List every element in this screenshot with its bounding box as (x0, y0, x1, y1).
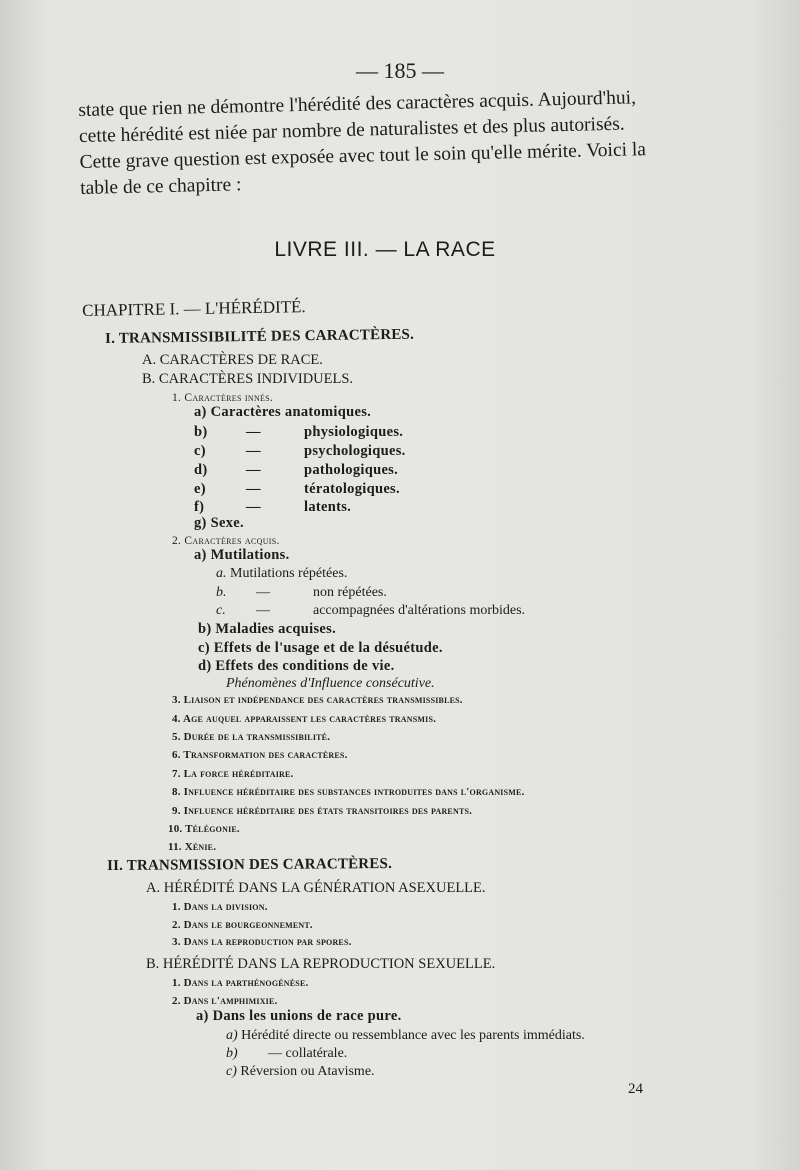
acquis-item: d) Effets des conditions de vie. (198, 658, 395, 674)
intro-paragraph (78, 77, 720, 201)
intro-line-3: Cette grave question est exposée avec tout le soin qu'elle mérite. Voici la (79, 139, 647, 173)
section-2a-item: 3. Dans la reproduction par spores. (172, 936, 352, 948)
phenomenes-line: Phénomènes d'Influence consécutive. (226, 676, 435, 691)
s2b-subitem: c) Réversion ou Atavisme. (226, 1064, 375, 1079)
intro-line-1: state que rien ne démontre l'hérédité des caractères acquis. Aujourd'hui, (78, 87, 637, 121)
innes-item: e) — tératologiques. (194, 481, 400, 497)
innes-item: d) — pathologiques. (194, 462, 399, 478)
innes-item: c) — psychologiques. (194, 443, 406, 459)
mutilation-item: c. — accompagnées d'altérations morbides. (216, 603, 526, 618)
section-1b-1: 1. Caractères innés. (172, 392, 274, 404)
numbered-item: 10. Télégonie. (168, 823, 240, 835)
numbered-item: 6. Transformation des caractères. (172, 749, 348, 761)
chapter-title: CHAPITRE I. — L'HÉRÉDITÉ. (82, 297, 306, 320)
numbered-item: 3. Liaison et indépendance des caractères transmissibles. (172, 694, 463, 706)
numbered-item: 11. Xénie. (168, 841, 217, 853)
numbered-item: 4. Age auquel apparaissent les caractères transmis. (172, 713, 437, 725)
section-1a: A. CARACTÈRES DE RACE. (142, 352, 323, 368)
numbered-item: 7. La force héréditaire. (172, 768, 294, 780)
s2b-subitem: b) — collatérale. (226, 1046, 348, 1061)
livre-title: LIVRE III. — LA RACE (274, 238, 496, 261)
innes-item: f) — latents. (194, 499, 352, 515)
section-2a: A. HÉRÉDITÉ DANS LA GÉNÉRATION ASEXUELLE. (146, 880, 486, 896)
acquis-mutilations: a) Mutilations. (194, 547, 290, 563)
mutilation-item: b. — non répétées. (216, 585, 387, 600)
section-1b-2: 2. Caractères acquis. (172, 535, 280, 547)
section-2b-item: 1. Dans la parthénogénèse. (172, 977, 309, 989)
s2b-subitem: a) Hérédité directe ou ressemblance avec les parents immédiats. (226, 1028, 585, 1043)
section-2a-item: 2. Dans le bourgeonnement. (172, 919, 313, 931)
section-1-heading: I. TRANSMISSIBILITÉ DES CARACTÈRES. (105, 326, 415, 347)
numbered-item: 8. Influence héréditaire des substances introduites dans l'organisme. (172, 786, 525, 798)
section-2b-item: 2. Dans l'amphimixie. (172, 995, 278, 1007)
section-2a-item: 1. Dans la division. (172, 901, 268, 913)
mutilation-item: a. Mutilations répétées. (216, 566, 348, 581)
acquis-item: b) Maladies acquises. (198, 621, 337, 637)
innes-item: a) Caractères anatomiques. (194, 404, 372, 420)
signature-number: 24 (628, 1081, 643, 1097)
section-2b: B. HÉRÉDITÉ DANS LA REPRODUCTION SEXUELLE. (146, 956, 496, 972)
page-number: — 185 — (356, 58, 444, 83)
section-1b: B. CARACTÈRES INDIVIDUELS. (142, 371, 354, 387)
unions-race-pure: a) Dans les unions de race pure. (196, 1008, 402, 1024)
numbered-item: 9. Influence héréditaire des états transitoires des parents. (172, 805, 473, 817)
intro-line-4: table de ce chapitre : (79, 174, 242, 199)
acquis-item: c) Effets de l'usage et de la désuétude. (198, 640, 443, 656)
innes-item: b) — physiologiques. (194, 424, 404, 440)
innes-item: g) Sexe. (194, 515, 244, 531)
numbered-item: 5. Durée de la transmissibilité. (172, 731, 331, 743)
intro-line-2: cette hérédité est niée par nombre de naturalistes et des plus autorisés. (78, 113, 625, 147)
section-2-heading: II. TRANSMISSION DES CARACTÈRES. (107, 856, 393, 874)
